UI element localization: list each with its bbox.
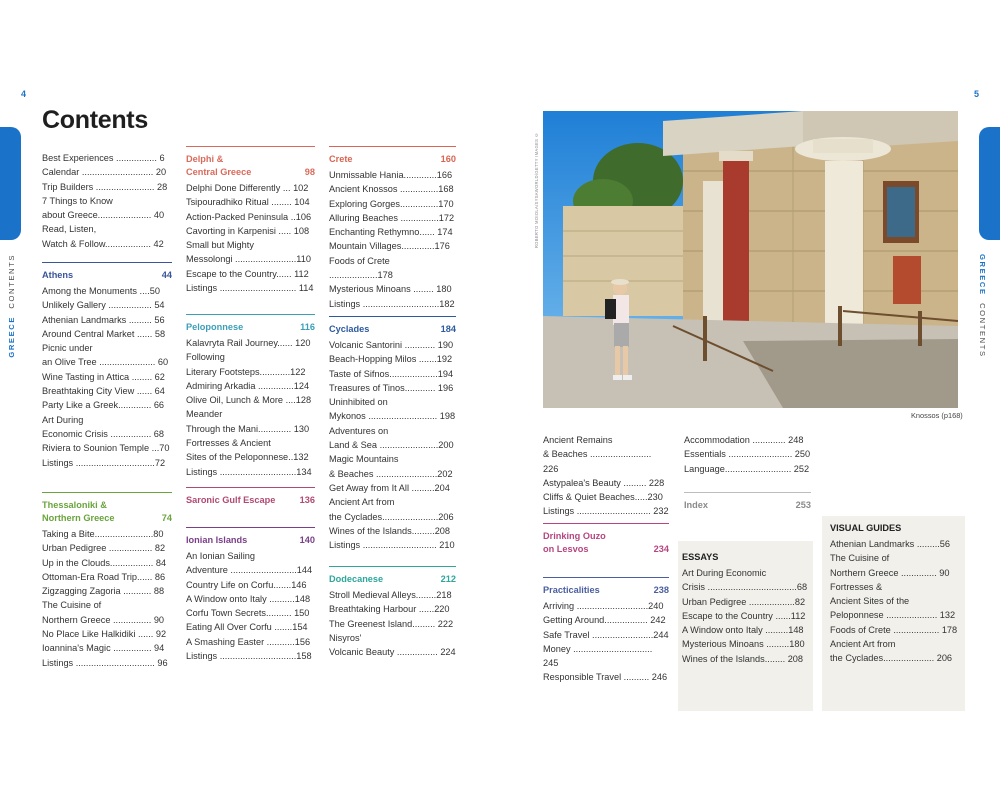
section-page: 136 (299, 495, 315, 505)
toc-entry[interactable]: Fortresses & Ancient Sites of the Peloponnese .................... 132 (830, 581, 956, 621)
toc-entry[interactable]: Stroll Medieval Alleys........218 (329, 590, 452, 600)
toc-entry[interactable]: A Smashing Easter ...........156 (186, 636, 311, 647)
toc-entry[interactable]: Eating All Over Corfu .......154 (186, 622, 308, 633)
toc-intro (42, 151, 172, 251)
section-page: 160 (440, 154, 456, 164)
section-heading[interactable] (42, 492, 172, 525)
toc-entry[interactable]: Safe Travel ........................244 (543, 629, 669, 640)
section-page: 140 (299, 535, 315, 545)
toc-entry[interactable]: Best Experiences ................ 6 (42, 153, 165, 163)
toc-entry[interactable]: Up in the Clouds................. 84 (42, 557, 167, 568)
toc-entry[interactable]: Fortresses & Ancient Sites of the Peloponnese..132 (186, 438, 309, 463)
toc-entry[interactable]: Accommodation ............. 248 (684, 435, 804, 445)
section-title: Peloponnese (186, 322, 244, 332)
toc-section-athens (42, 262, 172, 470)
toc-entry[interactable]: Unlikely Gallery ................. 54 (42, 300, 165, 311)
toc-entry[interactable]: Mountain Villages.............176 (329, 241, 450, 252)
toc-section-delphi (186, 146, 315, 295)
toc-entry[interactable]: Tsipouradhiko Ritual ........ 104 (186, 197, 310, 208)
toc-entry[interactable]: Athenian Landmarks .........56 (830, 539, 951, 549)
photo-caption: Knossos (p168) (911, 411, 963, 420)
section-page: 98 (304, 167, 315, 177)
section-heading[interactable] (329, 146, 456, 166)
toc-entry[interactable]: Breathtaking Harbour ......220 (329, 604, 450, 615)
toc-entry[interactable]: Small but Mighty Messolongi ........................110 (186, 240, 311, 265)
toc-entry[interactable]: Exploring Gorges...............170 (329, 198, 454, 209)
toc-entry[interactable]: Essentials ......................... 250 (684, 449, 811, 460)
section-heading[interactable] (329, 316, 456, 336)
page-number-left: 4 (21, 89, 27, 99)
page-title: Contents (42, 106, 148, 134)
toc-entry[interactable]: Art During Economic Crisis ................ 68 (42, 414, 165, 439)
toc-section-crete (329, 146, 456, 311)
toc-entry[interactable]: Magic Mountains & Beaches ........................202 (329, 454, 453, 479)
toc-section-lesvos (543, 523, 669, 558)
section-title: Cyclades (329, 324, 370, 334)
section-heading[interactable] (186, 146, 315, 179)
toc-entry[interactable]: Ottoman-Era Road Trip...... 86 (42, 571, 166, 582)
toc-entry[interactable]: Athenian Landmarks ......... 56 (42, 314, 165, 325)
toc-entry[interactable]: Admiring Arkadia ..............124 (186, 380, 310, 391)
toc-entry[interactable]: Ioannina's Magic ............... 94 (42, 643, 165, 654)
toc-section-cyclades (329, 316, 456, 552)
toc-entry[interactable]: 7 Things to Know about Greece..................... 40 (42, 195, 165, 221)
toc-entry[interactable]: Uninhibited on Mykonos ........................... 198 (329, 397, 456, 422)
side-tab-left (0, 127, 21, 240)
toc-entry[interactable]: Cliffs & Quiet Beaches.....230 (543, 492, 663, 503)
toc-entry[interactable]: Following Literary Footsteps............122 (186, 352, 306, 377)
essays-box (678, 541, 813, 711)
toc-entry[interactable]: Wine Tasting in Attica ........ 62 (42, 371, 165, 382)
toc-entry[interactable]: An Ionian Sailing Adventure ..........................144 (186, 551, 313, 576)
section-heading[interactable] (42, 262, 172, 282)
toc-entry[interactable]: The Cuisine of Northern Greece .............. 90 (830, 553, 950, 578)
toc-entry[interactable]: Delphi Done Differently ... 102 (186, 183, 309, 193)
toc-entry[interactable]: Taste of Sifnos...................194 (329, 368, 454, 379)
toc-entry[interactable]: Art During Economic Crisis ...................................68 (682, 568, 808, 593)
toc-entry[interactable]: Picnic under an Olive Tree ...................... 60 (42, 343, 169, 368)
toc-entry[interactable]: Urban Pedigree ..................82 (682, 596, 806, 607)
toc-entry[interactable]: Ancient Art from the Cyclades......................206 (329, 497, 454, 522)
visual-guides-title: VISUAL GUIDES (830, 523, 902, 533)
toc-entry[interactable]: Enchanting Rethymno...... 174 (329, 227, 453, 238)
section-page: 184 (440, 324, 456, 334)
toc-entry[interactable]: Mysterious Minoans .........180 (682, 639, 805, 650)
section-title: Dodecanese (329, 574, 384, 584)
toc-entry[interactable]: Language.......................... 252 (684, 463, 810, 474)
section-title: Drinking Ouzo on Lesvos (543, 531, 606, 554)
section-page: 234 (653, 544, 669, 554)
toc-entry[interactable]: Cavorting in Karpenisi ..... 108 (186, 225, 310, 236)
toc-entry[interactable]: Olive Oil, Lunch & More ....128 (186, 395, 312, 406)
toc-entry[interactable]: Adventures on Land & Sea .......................200 (329, 425, 454, 451)
toc-entry[interactable]: Arriving ............................240 (543, 601, 664, 611)
section-page: 238 (653, 585, 669, 595)
section-heading[interactable] (543, 523, 669, 556)
section-page: 44 (161, 270, 172, 280)
toc-entry[interactable]: Listings .............................. 114 (186, 283, 314, 294)
side-label-country: GREECE (7, 316, 16, 358)
toc-entry[interactable]: Country Life on Corfu.......146 (186, 579, 307, 590)
toc-entry[interactable]: The Greenest Island......... 222 (329, 618, 454, 629)
section-title: Index (684, 500, 708, 510)
toc-entry[interactable]: Riviera to Sounion Temple ...70 (42, 443, 170, 454)
toc-dodecanese-continued (543, 433, 669, 519)
toc-entry[interactable]: Listings ..............................158 (186, 651, 312, 662)
toc-entry[interactable]: Wines of the Islands.........208 (329, 525, 451, 536)
side-label-country: GREECE (978, 254, 987, 296)
toc-section-thessaloniki (42, 492, 172, 670)
toc-entry[interactable]: A Window onto Italy ..........148 (186, 593, 311, 604)
toc-entry[interactable]: Wines of the Islands........ 208 (682, 653, 804, 664)
toc-entry[interactable]: Listings ...............................72 (42, 457, 166, 468)
toc-entry[interactable]: Beach-Hopping Milos .......192 (329, 354, 453, 365)
toc-entry[interactable]: Listings ..............................134 (186, 466, 312, 477)
toc-entry[interactable]: Read, Listen, Watch & Follow.................. 42 (42, 224, 164, 249)
toc-entry[interactable]: Escape to the Country...... 112 (186, 268, 309, 279)
section-page: 74 (161, 513, 172, 523)
side-label-section: CONTENTS (978, 303, 987, 358)
toc-entry[interactable]: Kalavryta Rail Journey...... 120 (186, 338, 311, 348)
toc-entry[interactable]: Trip Builders ....................... 28 (42, 181, 168, 192)
toc-entry[interactable]: Listings ............................... 96 (42, 657, 168, 668)
toc-section-peloponnese (186, 314, 315, 479)
section-title: Athens (42, 270, 74, 280)
toc-section-practicalities (543, 577, 669, 685)
section-title: Crete (329, 154, 353, 164)
toc-entry[interactable]: Mysterious Minoans ........ 180 (329, 284, 452, 295)
section-page: 253 (795, 500, 811, 510)
side-label-right (978, 254, 987, 358)
toc-entry[interactable]: Listings ..............................182 (329, 298, 455, 309)
toc-entry[interactable]: Ancient Knossos ...............168 (329, 184, 454, 195)
section-heading[interactable] (684, 492, 811, 512)
toc-entry[interactable]: Alluring Beaches ...............172 (329, 212, 455, 223)
toc-entry[interactable]: Around Central Market ...... 58 (42, 328, 166, 339)
section-title: Thessaloniki & Northern Greece (42, 500, 115, 523)
toc-entry[interactable]: Getting Around................. 242 (543, 615, 666, 626)
toc-entry[interactable]: A Window onto Italy .........148 (682, 625, 804, 636)
section-title: Delphi & Central Greece (186, 154, 252, 177)
photo-credit: ROBERTO MOIOLA/SYSAWORLD/GETTY IMAGES © (534, 132, 539, 249)
side-label-left (7, 254, 16, 358)
section-heading[interactable] (186, 487, 315, 507)
toc-section-saronic (186, 487, 315, 509)
side-tab-right (979, 127, 1000, 240)
page-number-right: 5 (974, 89, 980, 99)
toc-entry[interactable]: Foods of Crete .................. 178 (830, 624, 958, 635)
toc-entry[interactable]: Ancient Art from the Cyclades.................... 206 (830, 639, 953, 664)
section-title: Saronic Gulf Escape (186, 495, 276, 505)
toc-entry[interactable]: Responsible Travel .......... 246 (543, 672, 668, 683)
toc-entry[interactable]: Foods of Crete ...................178 (329, 255, 393, 281)
toc-entry[interactable]: Zigzagging Zagoria ........... 88 (42, 586, 165, 597)
toc-entry[interactable]: The Cuisine of Northern Greece ............... 90 (42, 600, 165, 625)
toc-entry[interactable]: Among the Monuments ....50 (42, 286, 160, 296)
section-title: Ionian Islands (186, 535, 248, 545)
toc-section-ionian (186, 527, 315, 663)
essays-title: ESSAYS (682, 552, 719, 562)
toc-entry[interactable]: Ancient Remains & Beaches ........................ 226 (543, 435, 652, 474)
toc-entry[interactable]: Action-Packed Peninsula ..106 (186, 211, 312, 222)
toc-section-index (684, 492, 811, 514)
toc-practicalities-continued (684, 433, 811, 476)
knossos-illustration (543, 111, 958, 408)
toc-entry[interactable]: Money ............................... 245 (543, 643, 653, 669)
section-heading[interactable] (186, 527, 315, 547)
knossos-photo (543, 111, 958, 408)
toc-entry[interactable]: Listings ............................. 232 (543, 506, 669, 517)
toc-entry[interactable]: Taking a Bite.......................80 (42, 529, 164, 539)
toc-entry[interactable]: Calendar ............................ 20 (42, 167, 167, 178)
section-title: Practicalities (543, 585, 600, 595)
toc-entry[interactable]: Party Like a Greek............. 66 (42, 400, 165, 411)
section-heading[interactable] (186, 314, 315, 334)
toc-entry[interactable]: Get Away from It All .........204 (329, 482, 450, 493)
toc-entry[interactable]: Astypalea's Beauty ......... 228 (543, 477, 665, 488)
toc-section-dodecanese (329, 566, 456, 659)
toc-entry[interactable]: Nisyros' Volcanic Beauty ................ 224 (329, 632, 456, 658)
toc-entry[interactable]: Listings ............................. 210 (329, 540, 455, 551)
toc-entry[interactable]: Corfu Town Secrets.......... 150 (186, 608, 310, 619)
section-page: 116 (300, 322, 315, 332)
toc-entry[interactable]: No Place Like Halkidiki ...... 92 (42, 629, 167, 640)
section-heading[interactable] (543, 577, 669, 597)
toc-entry[interactable]: Volcanic Santorini ............ 190 (329, 340, 454, 350)
side-label-section: CONTENTS (7, 254, 16, 309)
toc-entry[interactable]: Urban Pedigree ................. 82 (42, 543, 166, 554)
toc-entry[interactable]: Breathtaking City View ...... 64 (42, 386, 165, 397)
toc-entry[interactable]: Escape to the Country ......112 (682, 610, 806, 621)
toc-entry[interactable]: Unmissable Hania.............166 (329, 170, 453, 180)
toc-entry[interactable]: Treasures of Tinos............ 196 (329, 382, 454, 393)
visual-guides-box (822, 516, 965, 711)
section-heading[interactable] (329, 566, 456, 586)
section-page: 212 (440, 574, 456, 584)
toc-entry[interactable]: Meander Through the Mani............. 130 (186, 409, 310, 434)
